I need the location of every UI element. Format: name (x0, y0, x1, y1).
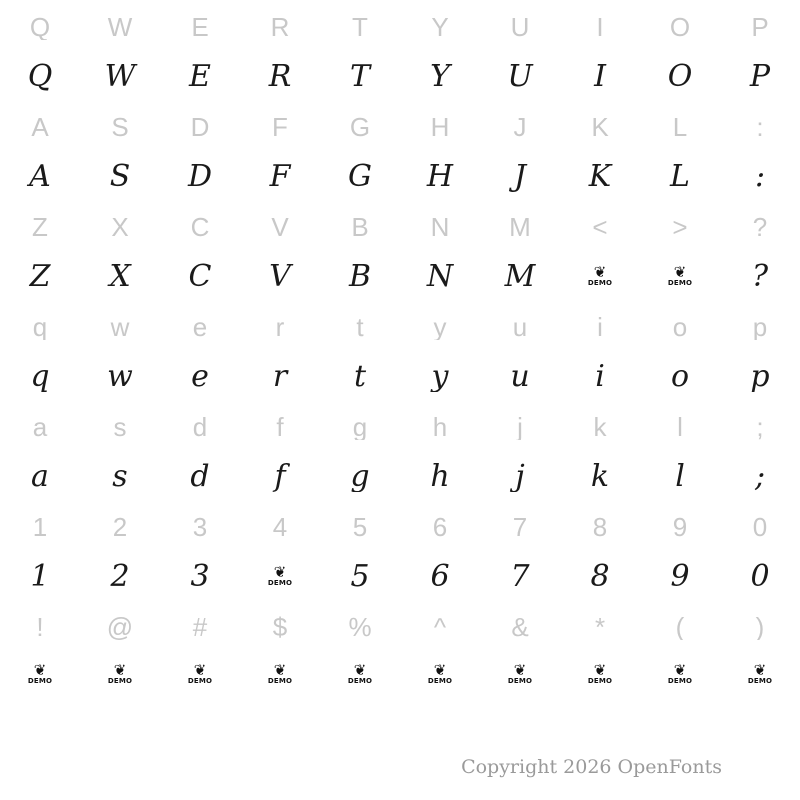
key-glyph: I (596, 14, 604, 40)
demo-word: DEMO (587, 677, 613, 685)
key-glyph: u (512, 314, 528, 340)
demo-word: DEMO (187, 677, 213, 685)
specimen-glyph: e (191, 362, 209, 392)
specimen-glyph: E (189, 62, 211, 92)
key-glyph: Y (431, 14, 449, 40)
demo-flower-glyph (587, 265, 613, 291)
key-glyph: i (597, 314, 603, 340)
demo-flower-glyph (267, 565, 293, 591)
key-glyph: M (509, 214, 531, 240)
specrow-qwerty-upper (0, 52, 800, 102)
specimen-glyph: 1 (30, 562, 50, 592)
key-glyph: 4 (272, 514, 288, 540)
specimen-glyph: A (29, 162, 51, 192)
specrow-qwerty-lower (0, 352, 800, 402)
specimen-glyph: 3 (190, 562, 210, 592)
key-glyph: r (275, 314, 285, 340)
demo-flower-icon (80, 660, 160, 690)
key-glyph: ) (755, 614, 765, 640)
demo-flower-icon (560, 660, 640, 690)
specimen-glyph: ; (754, 462, 766, 492)
specrow-asdf-upper (0, 152, 800, 202)
specimen-glyph: y (431, 362, 449, 392)
specimen-glyph: 8 (590, 562, 610, 592)
demo-petals: ❦ (673, 661, 687, 679)
key-glyph: t (356, 314, 364, 340)
key-glyph: C (190, 214, 210, 240)
demo-word: DEMO (107, 677, 133, 685)
key-glyph: w (110, 314, 130, 340)
copyright-notice: Copyright 2026 OpenFonts (461, 756, 722, 778)
specimen-glyph: 2 (110, 562, 130, 592)
key-glyph: q (32, 314, 48, 340)
keyrow-symbols (0, 602, 800, 652)
demo-flower-icon (480, 660, 560, 690)
specimen-glyph: 0 (750, 562, 770, 592)
specimen-glyph: P (749, 62, 771, 92)
specimen-glyph: U (507, 62, 533, 92)
key-glyph: k (593, 414, 607, 440)
demo-word: DEMO (347, 677, 373, 685)
specimen-glyph: q (30, 362, 50, 392)
specimen-glyph: W (104, 62, 136, 92)
specimen-glyph: F (269, 162, 291, 192)
specimen-glyph: N (426, 262, 454, 292)
specimen-glyph: t (353, 362, 367, 392)
demo-flower-icon (240, 660, 320, 690)
demo-flower-glyph (347, 663, 373, 689)
key-glyph: A (31, 114, 49, 140)
specimen-glyph: 7 (510, 562, 530, 592)
demo-flower-icon (640, 660, 720, 690)
specimen-glyph: k (590, 462, 610, 492)
specrow-zxcv-upper (0, 252, 800, 302)
specimen-glyph: w (107, 362, 133, 392)
key-glyph: g (352, 414, 368, 440)
demo-word: DEMO (667, 279, 693, 287)
demo-petals: ❦ (593, 661, 607, 679)
demo-petals: ❦ (273, 563, 287, 581)
demo-flower-glyph (507, 663, 533, 689)
key-glyph: 7 (512, 514, 528, 540)
key-glyph: ( (675, 614, 685, 640)
demo-flower-icon (320, 660, 400, 690)
key-glyph: @ (106, 614, 134, 640)
specimen-glyph: D (187, 162, 213, 192)
key-glyph: 0 (752, 514, 768, 540)
key-glyph: E (191, 14, 209, 40)
specimen-glyph: O (667, 62, 693, 92)
key-glyph: J (513, 114, 527, 140)
demo-flower-icon (0, 660, 80, 690)
demo-flower-icon (560, 262, 640, 292)
specimen-glyph: Y (430, 62, 450, 92)
key-glyph: < (592, 214, 608, 240)
specimen-glyph: 6 (430, 562, 450, 592)
key-glyph: f (276, 414, 284, 440)
demo-word: DEMO (27, 677, 53, 685)
demo-petals: ❦ (593, 263, 607, 281)
demo-petals: ❦ (513, 661, 527, 679)
keyrow-qwerty-lower (0, 302, 800, 352)
key-glyph: X (111, 214, 129, 240)
specimen-glyph: Z (29, 262, 51, 292)
specimen-glyph: u (510, 362, 530, 392)
specimen-glyph: : (754, 162, 766, 192)
key-glyph: Z (32, 214, 48, 240)
specimen-glyph: j (515, 462, 525, 492)
specimen-glyph: g (350, 462, 370, 492)
specimen-glyph: I (594, 62, 606, 92)
specimen-glyph: d (190, 462, 210, 492)
specimen-glyph: r (272, 362, 288, 392)
keyrow-qwerty-upper (0, 2, 800, 52)
demo-flower-glyph (107, 663, 133, 689)
key-glyph: O (669, 14, 691, 40)
key-glyph: L (672, 114, 688, 140)
key-glyph: 8 (592, 514, 608, 540)
demo-flower-glyph (587, 663, 613, 689)
specimen-glyph: C (188, 262, 212, 292)
specimen-glyph: 5 (350, 562, 370, 592)
demo-petals: ❦ (353, 661, 367, 679)
demo-flower-glyph (747, 663, 773, 689)
key-glyph: y (433, 314, 447, 340)
specimen-glyph: Q (27, 62, 53, 92)
demo-flower-glyph (667, 265, 693, 291)
key-glyph: K (591, 114, 609, 140)
specimen-glyph: l (675, 462, 685, 492)
demo-word: DEMO (427, 677, 453, 685)
key-glyph: P (751, 14, 769, 40)
specimen-glyph: L (670, 162, 690, 192)
specimen-glyph: S (109, 162, 131, 192)
key-glyph: 5 (352, 514, 368, 540)
key-glyph: U (510, 14, 530, 40)
key-glyph: d (192, 414, 208, 440)
demo-word: DEMO (507, 677, 533, 685)
demo-flower-glyph (667, 663, 693, 689)
specimen-glyph: G (348, 162, 372, 192)
specimen-glyph: V (269, 262, 291, 292)
keyrow-digits (0, 502, 800, 552)
demo-flower-icon (160, 660, 240, 690)
key-glyph: h (432, 414, 448, 440)
specimen-glyph: J (513, 162, 527, 192)
specrow-digits (0, 552, 800, 602)
key-glyph: * (594, 614, 606, 640)
key-glyph: s (113, 414, 127, 440)
specimen-glyph: ? (751, 262, 769, 292)
key-glyph: 1 (32, 514, 48, 540)
key-glyph: # (192, 614, 208, 640)
demo-petals: ❦ (193, 661, 207, 679)
specimen-glyph: a (31, 462, 49, 492)
key-glyph: N (430, 214, 450, 240)
key-glyph: a (32, 414, 48, 440)
demo-petals: ❦ (753, 661, 767, 679)
keyrow-zxcv-upper (0, 202, 800, 252)
demo-flower-icon (240, 562, 320, 592)
demo-flower-icon (400, 660, 480, 690)
specimen-glyph: s (112, 462, 128, 492)
key-glyph: e (192, 314, 208, 340)
specimen-glyph: M (504, 262, 536, 292)
key-glyph: B (351, 214, 369, 240)
key-glyph: V (271, 214, 289, 240)
specimen-glyph: i (595, 362, 605, 392)
specimen-glyph: h (430, 462, 450, 492)
key-glyph: $ (272, 614, 288, 640)
specimen-glyph: 9 (670, 562, 690, 592)
demo-word: DEMO (587, 279, 613, 287)
demo-flower-glyph (427, 663, 453, 689)
key-glyph: ^ (433, 614, 447, 640)
key-glyph: ! (36, 614, 44, 640)
key-glyph: W (107, 14, 133, 40)
key-glyph: 6 (432, 514, 448, 540)
demo-petals: ❦ (33, 661, 47, 679)
demo-petals: ❦ (273, 661, 287, 679)
key-glyph: F (272, 114, 288, 140)
specimen-glyph: H (426, 162, 454, 192)
keyrow-asdf-lower (0, 402, 800, 452)
specimen-glyph: f (274, 462, 286, 492)
key-glyph: Q (29, 14, 51, 40)
demo-petals: ❦ (433, 661, 447, 679)
demo-word: DEMO (667, 677, 693, 685)
specimen-glyph: T (349, 62, 370, 92)
key-glyph: % (348, 614, 372, 640)
key-glyph: H (430, 114, 450, 140)
key-glyph: > (672, 214, 688, 240)
keyrow-asdf-upper (0, 102, 800, 152)
key-glyph: 9 (672, 514, 688, 540)
key-glyph: p (752, 314, 768, 340)
demo-word: DEMO (747, 677, 773, 685)
key-glyph: o (672, 314, 688, 340)
specimen-glyph: B (348, 262, 372, 292)
specimen-glyph: R (268, 62, 292, 92)
key-glyph: ? (752, 214, 768, 240)
demo-word: DEMO (267, 579, 293, 587)
demo-petals: ❦ (673, 263, 687, 281)
key-glyph: R (270, 14, 290, 40)
specimen-glyph: X (109, 262, 131, 292)
key-glyph: : (756, 114, 764, 140)
key-glyph: & (511, 614, 529, 640)
key-glyph: ; (756, 414, 764, 440)
demo-flower-glyph (187, 663, 213, 689)
demo-flower-glyph (27, 663, 53, 689)
demo-petals: ❦ (113, 661, 127, 679)
demo-flower-icon (640, 262, 720, 292)
demo-word: DEMO (267, 677, 293, 685)
specimen-glyph: K (588, 162, 612, 192)
specimen-glyph: o (670, 362, 690, 392)
key-glyph: G (349, 114, 371, 140)
key-glyph: S (111, 114, 129, 140)
key-glyph: l (677, 414, 683, 440)
demo-flower-icon (720, 660, 800, 690)
key-glyph: T (352, 14, 368, 40)
key-glyph: 2 (112, 514, 128, 540)
specrow-symbols (0, 652, 800, 698)
demo-flower-glyph (267, 663, 293, 689)
specrow-asdf-lower (0, 452, 800, 502)
key-glyph: D (190, 114, 210, 140)
key-glyph: 3 (192, 514, 208, 540)
specimen-glyph: p (750, 362, 770, 392)
key-glyph: j (517, 414, 523, 440)
